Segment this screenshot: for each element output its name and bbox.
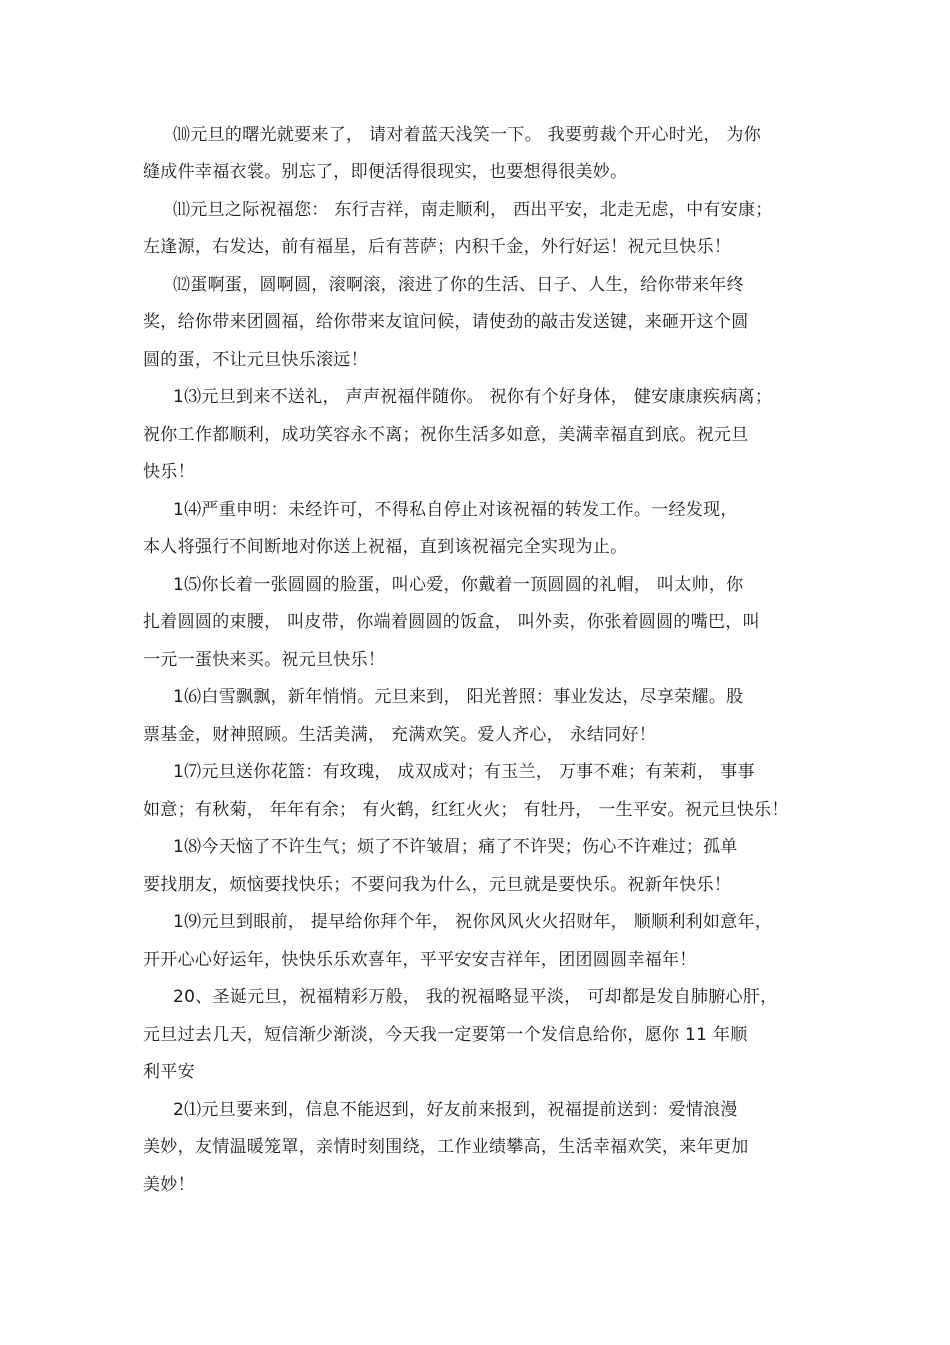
paragraph-13-line-1: 1⑶元旦到来不送礼， 声声祝福伴随你。 祝你有个好身体， 健安康康疾病离； (173, 387, 773, 407)
paragraph-15-line-1: 1⑸你长着一张圆圆的脸蛋，叫心爱，你戴着一顶圆圆的礼帽， 叫太帅，你 (173, 575, 744, 595)
paragraph-20-line-1: 20、圣诞元旦，祝福精彩万般， 我的祝福略显平淡， 可却都是发自肺腑心肝， (173, 987, 778, 1007)
paragraph-18-line-1: 1⑻今天恼了不许生气；烦了不许皱眉；痛了不许哭；伤心不许难过；孤单 (173, 837, 738, 857)
paragraph-12-line-3: 圆的蛋，不让元旦快乐滚远！ (143, 350, 368, 370)
paragraph-11-line-2: 左逢源，右发达，前有福星，后有菩萨；内积千金，外行好运！祝元旦快乐！ (143, 237, 732, 257)
paragraph-19-line-2: 开开心心好运年，快快乐乐欢喜年，平平安安吉祥年，团团圆圆幸福年！ (143, 950, 697, 970)
paragraph-21-line-3: 美妙！ (143, 1175, 195, 1195)
paragraph-19-line-1: 1⑼元旦到眼前， 提早给你拜个年， 祝你风风火火招财年， 顺顺利利如意年， (173, 912, 773, 932)
paragraph-20-line-3: 利平安 (143, 1062, 195, 1082)
paragraph-17-line-1: 1⑺元旦送你花篮：有玫瑰， 成双成对；有玉兰， 万事不难；有茉莉， 事事 (173, 762, 755, 782)
paragraph-10-line-2: 缝成件幸福衣裳。别忘了，即便活得很现实，也要想得很美妙。 (143, 162, 628, 182)
paragraph-21-line-2: 美妙，友情温暖笼罩，亲情时刻围绕，工作业绩攀高，生活幸福欢笑，来年更加 (143, 1137, 749, 1157)
paragraph-16-line-1: 1⑹白雪飘飘，新年悄悄。元旦来到， 阳光普照：事业发达，尽享荣耀。股 (173, 687, 744, 707)
paragraph-18-line-2: 要找朋友，烦恼要找快乐；不要问我为什么，元旦就是要快乐。祝新年快乐！ (143, 875, 732, 895)
paragraph-13-line-3: 快乐！ (143, 462, 195, 482)
paragraph-21-line-1: 2⑴元旦要来到，信息不能迟到，好友前来报到，祝福提前送到：爱情浪漫 (173, 1100, 738, 1120)
paragraph-12-line-1: ⑿蛋啊蛋，圆啊圆，滚啊滚，滚进了你的生活、日子、人生，给你带来年终 (173, 275, 744, 295)
paragraph-13-line-2: 祝你工作都顺利，成功笑容永不离；祝你生活多如意，美满幸福直到底。祝元旦 (143, 425, 749, 445)
paragraph-14-line-1: 1⑷严重申明：未经许可，不得私自停止对该祝福的转发工作。一经发现， (173, 500, 738, 520)
paragraph-15-line-2: 扎着圆圆的束腰， 叫皮带，你端着圆圆的饭盒， 叫外卖，你张着圆圆的嘴巴，叫 (143, 612, 760, 632)
paragraph-11-line-1: ⑾元旦之际祝福您： 东行吉祥，南走顺利， 西出平安，北走无虑，中有安康； (173, 200, 773, 220)
paragraph-15-line-3: 一元一蛋快来买。祝元旦快乐！ (143, 650, 386, 670)
paragraph-17-line-2: 如意；有秋菊， 年年有余； 有火鹤，红红火火； 有牡丹， 一生平安。祝元旦快乐！ (143, 800, 789, 820)
paragraph-16-line-2: 票基金，财神照顾。生活美满， 充满欢笑。爱人齐心， 永结同好！ (143, 725, 657, 745)
paragraph-14-line-2: 本人将强行不间断地对你送上祝福，直到该祝福完全实现为止。 (143, 537, 628, 557)
paragraph-20-line-2: 元旦过去几天，短信渐少渐淡，今天我一定要第一个发信息给你，愿你 11 年顺 (143, 1025, 748, 1045)
paragraph-12-line-2: 奖，给你带来团圆福，给你带来友谊问候，请使劲的敲击发送键，来砸开这个圆 (143, 312, 749, 332)
paragraph-10-line-1: ⑽元旦的曙光就要来了， 请对着蓝天浅笑一下。 我要剪裁个开心时光， 为你 (173, 125, 762, 145)
